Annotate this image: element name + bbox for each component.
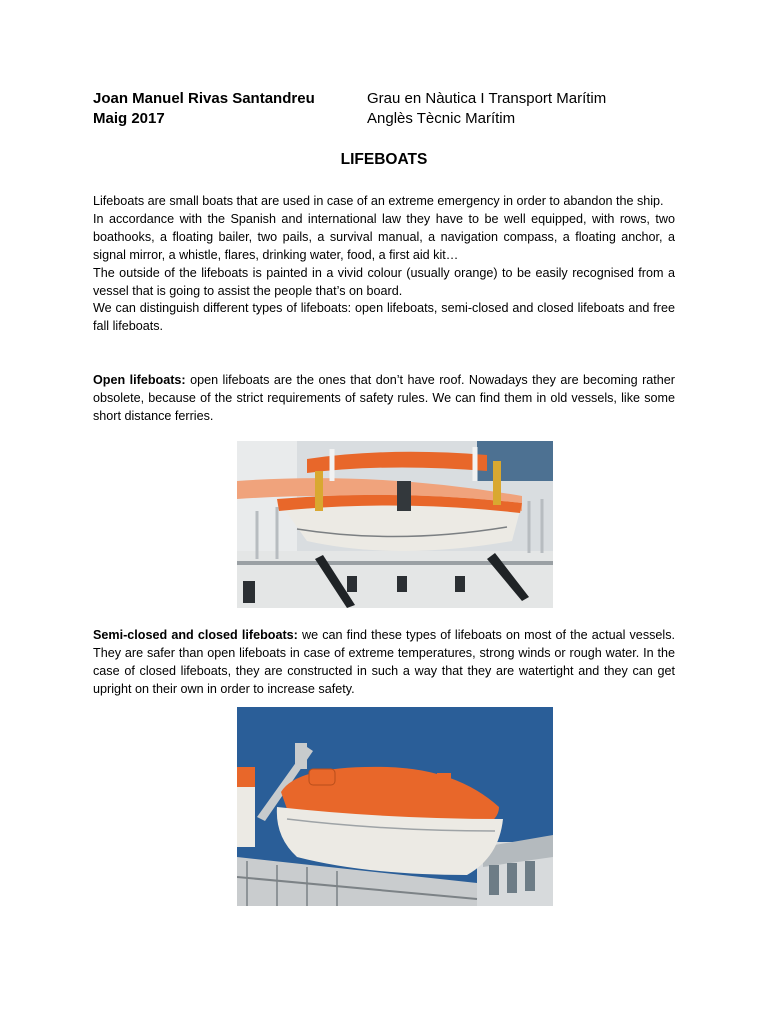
closed-lifeboats-heading: Semi-closed and closed lifeboats: bbox=[93, 628, 298, 642]
closed-lifeboat-photo bbox=[237, 707, 553, 906]
course-name: Anglès Tècnic Marítim bbox=[367, 110, 516, 127]
intro-paragraph: In accordance with the Spanish and international law they have to be well equipped, with rows, two boathooks, a floating bailer, two pails, a survival manual, a navigation compass, a floating anchor, a signal mirror, a whistle, flares, drinking water, food, a first aid kit… bbox=[93, 211, 675, 262]
page-title: LIFEBOATS bbox=[340, 151, 428, 168]
intro-paragraph: The outside of the lifeboats is painted in a vivid colour (usually orange) to be easily recognised from a vessel that is going to assist the people that’s on board. bbox=[93, 265, 675, 298]
open-lifeboats-text: open lifeboats are the ones that don’t have roof. Nowadays they are becoming rather obsolete, because of the strict requirements of safety rules. We can find them in old vessels, like some short distance ferries. bbox=[93, 373, 675, 423]
header-right bbox=[367, 89, 606, 129]
open-lifeboat-photo bbox=[237, 441, 553, 608]
open-lifeboats-section bbox=[93, 372, 675, 426]
closed-lifeboats-section bbox=[93, 627, 675, 699]
intro-paragraph: Lifeboats are small boats that are used in case of an extreme emergency in order to abandon the ship. bbox=[93, 194, 664, 208]
intro-paragraph: We can distinguish different types of lifeboats: open lifeboats, semi-closed and closed lifeboats and free fall lifeboats. bbox=[93, 301, 675, 334]
header-left bbox=[93, 89, 315, 129]
open-lifeboats-heading: Open lifeboats: bbox=[93, 373, 186, 387]
closed-lifeboats-text: we can find these types of lifeboats on most of the actual vessels. They are safer than open lifeboats in case of extreme temperatures, strong winds or rough water. In the case of closed lifeboats, they are constructed in such a way that they are watertight and they can get upright on their own in order to increase safety. bbox=[93, 628, 676, 696]
degree-name: Grau en Nàutica I Transport Marítim bbox=[367, 90, 607, 107]
author-name: Joan Manuel Rivas Santandreu bbox=[93, 90, 315, 107]
intro-text bbox=[93, 193, 675, 336]
document-date: Maig 2017 bbox=[93, 110, 165, 127]
